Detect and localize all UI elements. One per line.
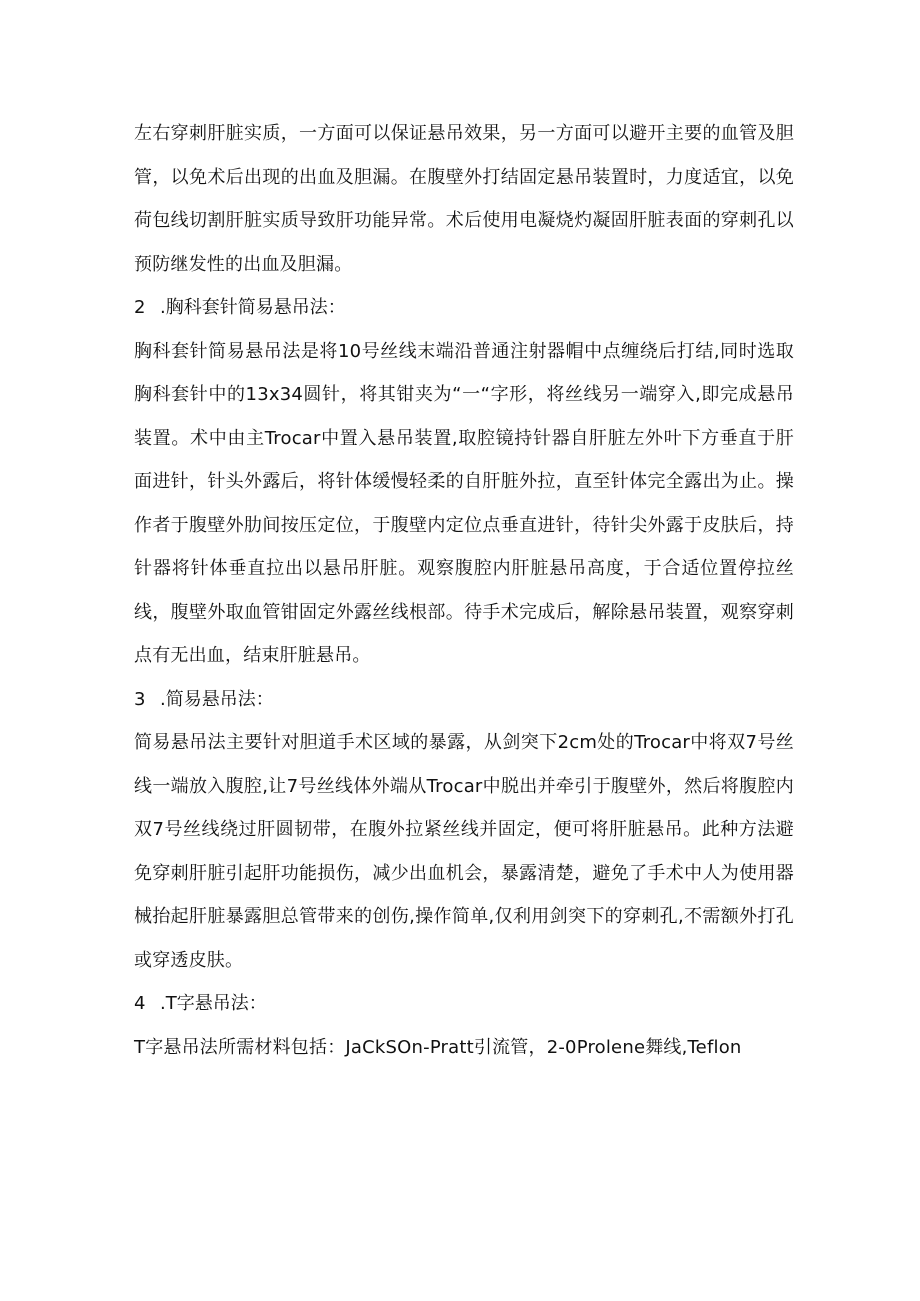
document-page — [134, 112, 794, 1069]
section-title: .简易悬吊法： — [160, 688, 274, 710]
section-number: 3 — [134, 688, 146, 710]
section-number: 2 — [134, 297, 146, 318]
paragraph-t-suspension-method: T字悬吊法所需材料包括：JaCkSOn-Pratt引流管，2-0Prolene舞线,Teflon — [134, 1036, 742, 1058]
section-title: .胸科套针简易悬吊法： — [160, 297, 346, 318]
section-heading-3 — [134, 678, 794, 722]
paragraph-simple-suspension-method: 简易悬吊法主要针对胆道手术区域的暴露，从剑突下2cm处的Trocar中将双7号丝线一端放入腹腔,让7号丝线体外端从Trocar中脱出并牵引于腹壁外，然后将腹腔内双7号丝线绕过肝圆韧带，在腹外拉紧丝线并固定，便可将肝脏悬吊。此种方法避免穿刺肝脏引起肝功能损伤，减少出血机会，暴露清楚，避免了手术中人为使用器械抬起肝脏暴露胆总管带来的创伤,操作简单,仅利用剑突下的穿刺孔,不需额外打孔或穿透皮肤。 — [134, 732, 794, 971]
section-heading-2 — [134, 286, 794, 330]
section-number: 4 — [134, 993, 146, 1014]
section-title: .T字悬吊法： — [160, 993, 267, 1014]
section-heading-4 — [134, 982, 794, 1026]
paragraph-intro: 左右穿刺肝脏实质，一方面可以保证悬吊效果，另一方面可以避开主要的血管及胆管，以免术后出现的出血及胆漏。在腹壁外打结固定悬吊装置时，力度适宜，以免荷包线切割肝脏实质导致肝功能异常。术后使用电凝烧灼凝固肝脏表面的穿刺孔以预防继发性的出血及胆漏。 — [134, 123, 794, 275]
paragraph-thoracic-needle-method: 胸科套针简易悬吊法是将10号丝线末端沿普通注射器帽中点缠绕后打结,同时选取胸科套针中的13x34圆针，将其钳夹为“一“字形，将丝线另一端穿入,即完成悬吊装置。术中由主Trocar中置入悬吊装置,取腔镜持针器自肝脏左外叶下方垂直于肝面进针，针头外露后，将针体缓慢轻柔的自肝脏外拉，直至针体完全露出为止。操作者于腹壁外肋间按压定位，于腹壁内定位点垂直进针，待针尖外露于皮肤后，持针器将针体垂直拉出以悬吊肝脏。观察腹腔内肝脏悬吊高度，于合适位置停拉丝线，腹壁外取血管钳固定外露丝线根部。待手术完成后，解除悬吊装置，观察穿刺点有无出血，结束肝脏悬吊。 — [134, 340, 794, 666]
